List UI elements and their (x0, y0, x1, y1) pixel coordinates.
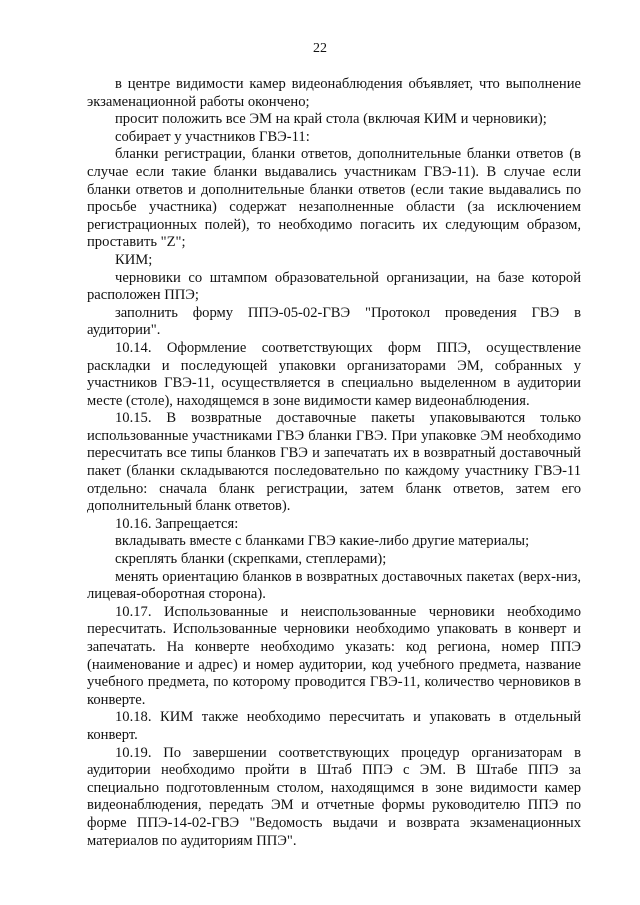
document-body (87, 76, 581, 850)
paragraph-10-14: 10.14. Оформление соответствующих форм ППЭ, осуществление раскладки и последующей упаковки организаторами ЭМ, собранных у участников ГВЭ-11, осуществляется в специально выделенном в аудитории месте (столе), находящемся в зоне видимости камер видеонаблюдения. (87, 339, 581, 409)
paragraph-announce-end: в центре видимости камер видеонаблюдения объявляет, что выполнение экзаменационной работы окончено; (87, 76, 581, 110)
paragraph-kim: КИМ; (115, 251, 153, 268)
paragraph-prohibition-orientation: менять ориентацию бланков в возвратных доставочных пакетах (верх-низ, лицевая-оборотная сторона). (87, 568, 581, 603)
paragraph-prohibition-materials: вкладывать вместе с бланками ГВЭ какие-либо другие материалы; (115, 533, 530, 550)
paragraph-fill-protocol: заполнить форму ППЭ-05-02-ГВЭ "Протокол проведения ГВЭ в аудитории". (87, 304, 581, 339)
paragraph-place-materials: просит положить все ЭМ на край стола (включая КИМ и черновики); (115, 111, 547, 128)
paragraph-forms-list: бланки регистрации, бланки ответов, дополнительные бланки ответов (в случае если такие бланки выдавались участникам ГВЭ-11). В случае если бланки ответов и дополнительные бланки ответов (если такие выдавались по просьбе участника) содержат незаполненные области (за исключением регистрационных полей), то необходимо погасить их следующим образом, проставить "Z"; (87, 146, 581, 251)
paragraph-prohibition-staples: скреплять бланки (скрепками, степлерами); (115, 551, 387, 568)
paragraph-10-17: 10.17. Использованные и неиспользованные черновики необходимо пересчитать. Использованные черновики необходимо упаковать в конверт и запечатать. На конверте необходимо указать: код региона, номер ППЭ (наименование и адрес) и номер аудитории, код учебного предмета, название учебного предмета, по которому проводится ГВЭ-11, количество черновиков в конверте. (87, 603, 581, 708)
paragraph-collect: собирает у участников ГВЭ-11: (115, 128, 310, 145)
page-number: 22 (313, 41, 327, 56)
paragraph-10-18: 10.18. КИМ также необходимо пересчитать и упаковать в отдельный конверт. (87, 709, 581, 743)
paragraph-10-15: 10.15. В возвратные доставочные пакеты упаковываются только использованные участниками ГВЭ бланки ГВЭ. При упаковке ЭМ необходимо пересчитать все типы бланков ГВЭ и запечатать их в возвратный доставочный пакет (бланки складываются последовательно по каждому участнику ГВЭ-11 отдельно: сначала бланк регистрации, затем бланк ответов, затем его дополнительный бланк ответов). (87, 410, 581, 515)
paragraph-10-16: 10.16. Запрещается: (115, 515, 239, 532)
paragraph-drafts: черновики со штампом образовательной организации, на базе которой расположен ППЭ; (87, 269, 581, 304)
paragraph-10-19: 10.19. По завершении соответствующих процедур организаторам в аудитории необходимо пройти в Штаб ППЭ с ЭМ. В Штабе ППЭ за специально подготовленным столом, находящимся в зоне видимости камер видеонаблюдения, передать ЭМ и отчетные формы руководителю ППЭ по форме ППЭ-14-02-ГВЭ "Ведомость выдачи и возврата экзаменационных материалов по аудиториям ППЭ". (87, 744, 581, 849)
